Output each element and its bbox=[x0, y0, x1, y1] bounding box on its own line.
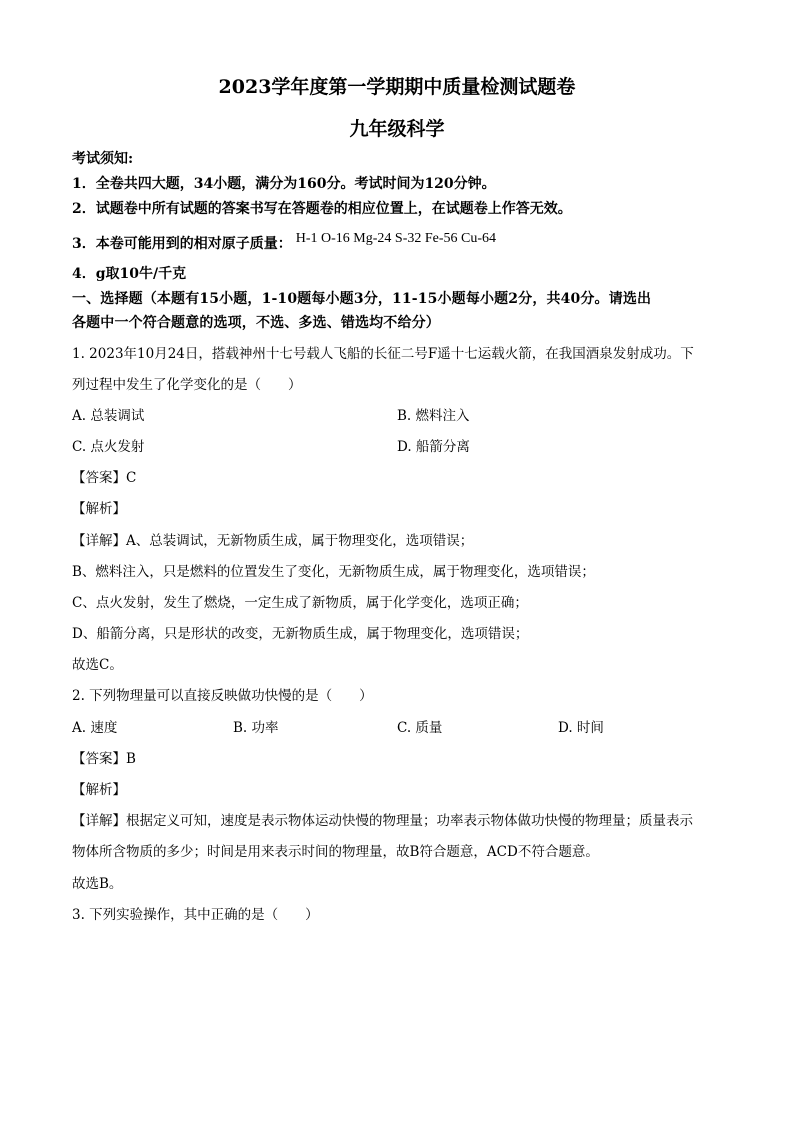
atomic-masses: H-1 O-16 Mg-24 S-32 Fe-56 Cu-64 bbox=[295, 231, 497, 246]
question-1-analysis-label: 【解析】 bbox=[72, 501, 126, 517]
question-2-analysis-label: 【解析】 bbox=[72, 782, 126, 798]
notice-item-2: 2．试题卷中所有试题的答案书写在答题卷的相应位置上，在试题卷上作答无效。 bbox=[72, 201, 572, 217]
question-1-detail-4: D、船箭分离，只是形状的改变，无新物质生成，属于物理变化，选项错误； bbox=[72, 626, 529, 642]
section-heading-line2: 各题中一个符合题意的选项，不选、多选、错选均不给分） bbox=[72, 315, 440, 331]
question-1-option-b: B. 燃料注入 bbox=[397, 408, 470, 424]
question-1-detail-2: B、燃料注入，只是燃料的位置发生了变化，无新物质生成，属于物理变化，选项错误； bbox=[72, 564, 595, 580]
question-2-answer: 【答案】B bbox=[72, 751, 136, 767]
section-heading-line1: 一、选择题（本题有15小题，1-10题每小题3分，11-15小题每小题2分，共40分。请选出 bbox=[72, 291, 652, 307]
notice-item-1: 1．全卷共四大题，34小题，满分为160分。考试时间为120分钟。 bbox=[72, 176, 496, 192]
question-2-detail-2: 物体所含物质的多少；时间是用来表示时间的物理量，故B符合题意，ACD不符合题意。 bbox=[72, 844, 599, 860]
exam-title: 2023学年度第一学期期中质量检测试题卷 bbox=[218, 76, 576, 98]
notice-heading: 考试须知: bbox=[72, 151, 134, 167]
question-1-conclusion: 故选C。 bbox=[72, 657, 123, 673]
question-1-option-a: A. 总装调试 bbox=[72, 408, 145, 424]
notice-item-3 bbox=[72, 233, 496, 253]
exam-subtitle: 九年级科学 bbox=[349, 118, 445, 140]
question-1-answer: 【答案】C bbox=[72, 470, 137, 486]
question-2-detail-1: 【详解】根据定义可知，速度是表示物体运动快慢的物理量；功率表示物体做功快慢的物理量；质量表示 bbox=[72, 813, 693, 829]
question-2-option-d: D. 时间 bbox=[558, 720, 604, 736]
question-1-detail-3: C、点火发射，发生了燃烧，一定生成了新物质，属于化学变化，选项正确； bbox=[72, 595, 528, 611]
question-2-option-c: C. 质量 bbox=[397, 720, 443, 736]
question-2-stem: 2. 下列物理量可以直接反映做功快慢的是（ ） bbox=[72, 688, 373, 704]
question-1-option-d: D. 船箭分离 bbox=[397, 439, 470, 455]
question-1-stem-line2: 列过程中发生了化学变化的是（ ） bbox=[72, 377, 302, 393]
question-1-option-c: C. 点火发射 bbox=[72, 439, 145, 455]
question-2-option-b: B. 功率 bbox=[233, 720, 279, 736]
notice-item-4: 4．g取10牛/千克 bbox=[72, 266, 187, 282]
question-1-detail-1: 【详解】A、总装调试，无新物质生成，属于物理变化，选项错误； bbox=[72, 533, 474, 549]
question-2-conclusion: 故选B。 bbox=[72, 876, 123, 892]
question-3-stem: 3. 下列实验操作，其中正确的是（ ） bbox=[72, 907, 319, 923]
question-2-option-a: A. 速度 bbox=[72, 720, 118, 736]
question-1-stem-line1: 1. 2023年10月24日，搭载神州十七号载人飞船的长征二号F遥十七运载火箭，在我国酒泉发射成功。下 bbox=[72, 346, 694, 362]
notice-item-3-text: 3．本卷可能用到的相对原子质量： bbox=[72, 236, 292, 252]
